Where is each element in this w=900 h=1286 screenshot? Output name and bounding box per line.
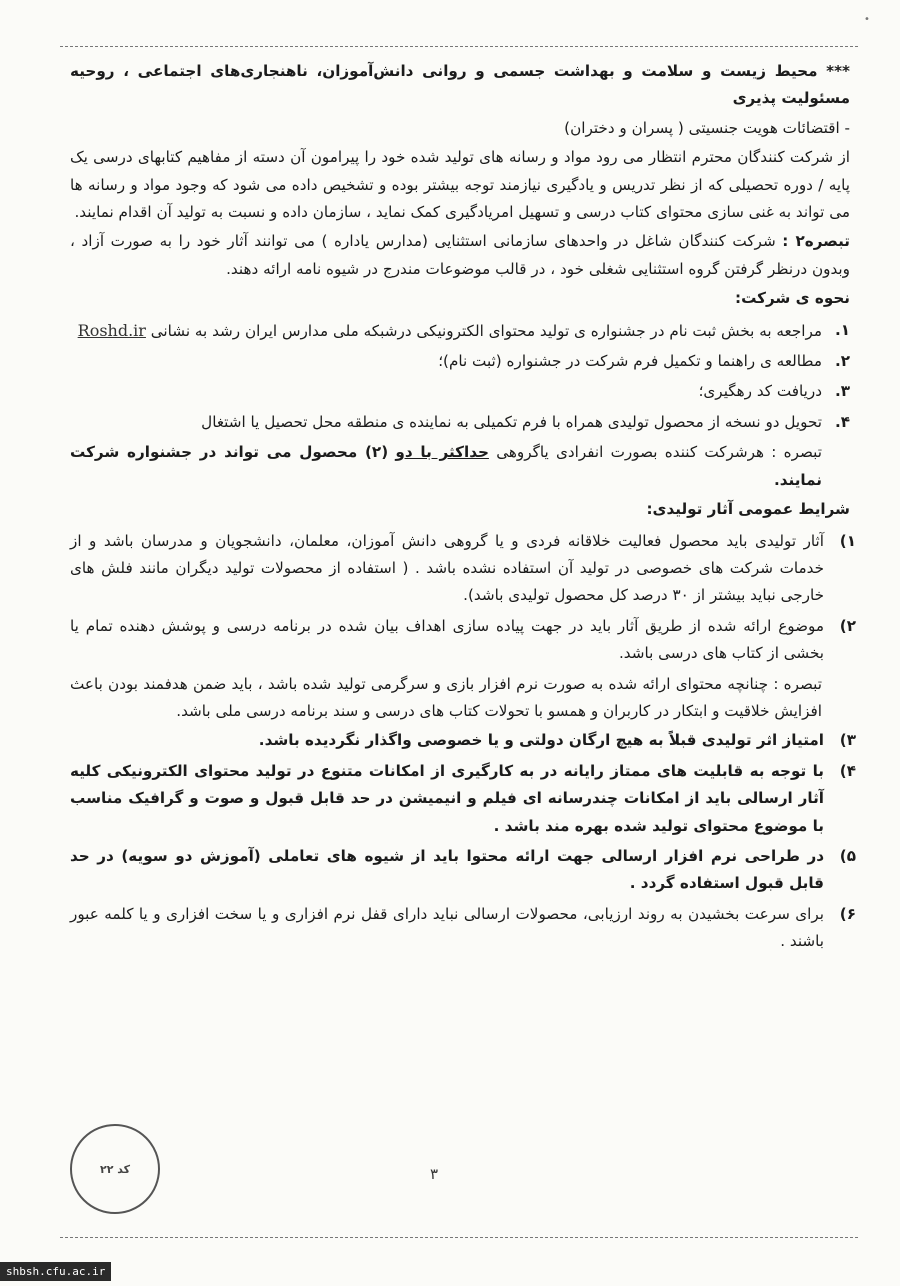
participation-item-3 (70, 378, 850, 405)
participation-heading: نحوه ی شرکت: (735, 289, 850, 308)
item-number: ۱) (839, 531, 856, 550)
page-number: ۳ (430, 1165, 439, 1183)
corner-mark: • (864, 14, 870, 25)
site-watermark: shbsh.cfu.ac.ir (0, 1262, 111, 1281)
item-number: ۴) (839, 761, 856, 780)
note-prefix: تبصره : هرشرکت کننده بصورت انفرادی یاگروهی (496, 443, 822, 462)
item-number: ۲. (834, 352, 850, 371)
stamp-code: کد ۲۲ (99, 1162, 131, 1176)
item-number: ۳. (834, 382, 850, 401)
condition-item-1 (70, 528, 856, 610)
note-2 (70, 228, 850, 283)
note-2-label: تبصره۲ : (782, 232, 851, 251)
item-text: در طراحی نرم افزار ارسالی جهت ارائه محتوا باید از شیوه های تعاملی (آموزش دو سویه) در حد قابل قبول استفاده گردد . (70, 846, 824, 893)
item-number: ۲) (839, 616, 856, 635)
intro-line-1: *** محیط زیست و سلامت و بهداشت جسمی و روانی دانش‌آموزان، ناهنجاری‌های اجتماعی ، روحیه مسئولیت پذیری (70, 62, 850, 108)
participation-item-1 (70, 317, 850, 345)
participation-item-2 (70, 348, 850, 375)
intro-line-2: - اقتضائات هویت جنسیتی ( پسران و دختران) (564, 118, 850, 137)
intro-paragraph: از شرکت کنندگان محترم انتظار می رود مواد و رسانه های تولید شده خود را پیرامون آن دسته از مفاهیم کتابهای درسی یک پایه / دوره تحصیلی که از نظر تدریس و یادگیری نیازمند توجه بیشتر بوده و تشخیص داده می شود که وجود مواد و رسانه ها می تواند به غنی سازی محتوای کتاب درسی و تسهیل امریادگیری کمک نماید ، سازمان داده و نسبت به تولید آن اقدام نمایند. (70, 148, 850, 222)
item-number: ۶) (839, 904, 856, 923)
condition-item-2-note: تبصره : چنانچه محتوای ارائه شده به صورت نرم افزار بازی و سرگرمی تولید شده باشد ، باید ضمن هدفمند بودن باعث افزایش خلاقیت و ابتکار در کاربران و همسو با تحولات کتاب های درسی و سند برنامه درسی ملی باشد. (70, 674, 822, 720)
item-number: ۱. (834, 320, 850, 339)
item-text: دریافت کد رهگیری؛ (698, 382, 822, 401)
participation-note (70, 439, 850, 494)
condition-item-5 (70, 843, 856, 898)
note-suffix: (۲) محصول می تواند در جشنواره شرکت نمایند. (70, 443, 822, 489)
note-underlined: حداکثر با دو (395, 443, 489, 462)
conditions-heading: شرایط عمومی آثار تولیدی: (646, 500, 850, 519)
condition-item-2 (70, 613, 856, 668)
item-text: با توجه به قابلیت های ممتاز رایانه در به کارگیری از امکانات متنوع در تولید محتوای الکترونیکی کلیه آثار ارسالی باید از امکانات چندرسانه ای فیلم و انیمیشن در حد قابل قبول و صوت و گرافیک مناسب با موضوع محتوای تولید شده بهره مند باشد . (70, 761, 824, 835)
item-text: برای سرعت بخشیدن به روند ارزیابی، محصولات ارسالی نباید دارای قفل نرم افزاری و یا سخت افزاری و یا کلمه عبور باشند . (70, 904, 824, 951)
condition-item-3 (70, 727, 856, 754)
bottom-dashed-border (60, 1237, 858, 1238)
note-2-text: شرکت کنندگان شاغل در واحدهای سازمانی استثنایی (مدارس یاداره ) می توانند آثار خود را به صورت آزاد ، وبدون درنظر گرفتن گروه استثنایی شغلی خود ، در قالب موضوعات مندرج در شیوه نامه ارائه دهند. (70, 232, 850, 278)
roshd-link[interactable]: Roshd.ir (77, 320, 146, 340)
item-number: ۳) (839, 731, 856, 750)
item-number: ۴. (834, 412, 850, 431)
item-text: امتیاز اثر تولیدی قبلاً به هیچ ارگان دولتی و یا خصوصی واگذار نگردیده باشد. (258, 731, 824, 750)
condition-item-4 (70, 758, 856, 840)
top-dashed-border (60, 46, 858, 47)
item-text: مطالعه ی راهنما و تکمیل فرم شرکت در جشنواره (ثبت نام)؛ (438, 352, 822, 371)
participation-item-4 (70, 409, 850, 436)
official-stamp (70, 1124, 160, 1214)
item-text: آثار تولیدی باید محصول فعالیت خلاقانه فردی و یا گروهی دانش آموزان، معلمان، دانشجویان و مدرسان باشد و از خدمات شرکت های خصوصی در تولید آن استفاده نشده باشد . ( استفاده از محصولات تولید دیگران مانند فلش های خارجی نباید بیشتر از ۳۰ درصد کل محصول تولیدی باشد). (70, 531, 824, 605)
document-page (70, 58, 856, 959)
item-text: موضوع ارائه شده از طریق آثار باید در جهت پیاده سازی اهداف بیان شده در برنامه درسی و پوشش دهنده تمام یا بخشی از کتاب های درسی باشد. (70, 616, 824, 663)
item-text: مراجعه به بخش ثبت نام در جشنواره ی تولید محتوای الکترونیکی درشبکه ملی مدارس ایران رشد به نشانی (150, 321, 822, 340)
item-text: تحویل دو نسخه از محصول تولیدی همراه با فرم تکمیلی به نماینده ی منطقه محل تحصیل یا اشتغال (201, 412, 822, 431)
condition-item-6 (70, 901, 856, 956)
item-number: ۵) (839, 846, 856, 865)
